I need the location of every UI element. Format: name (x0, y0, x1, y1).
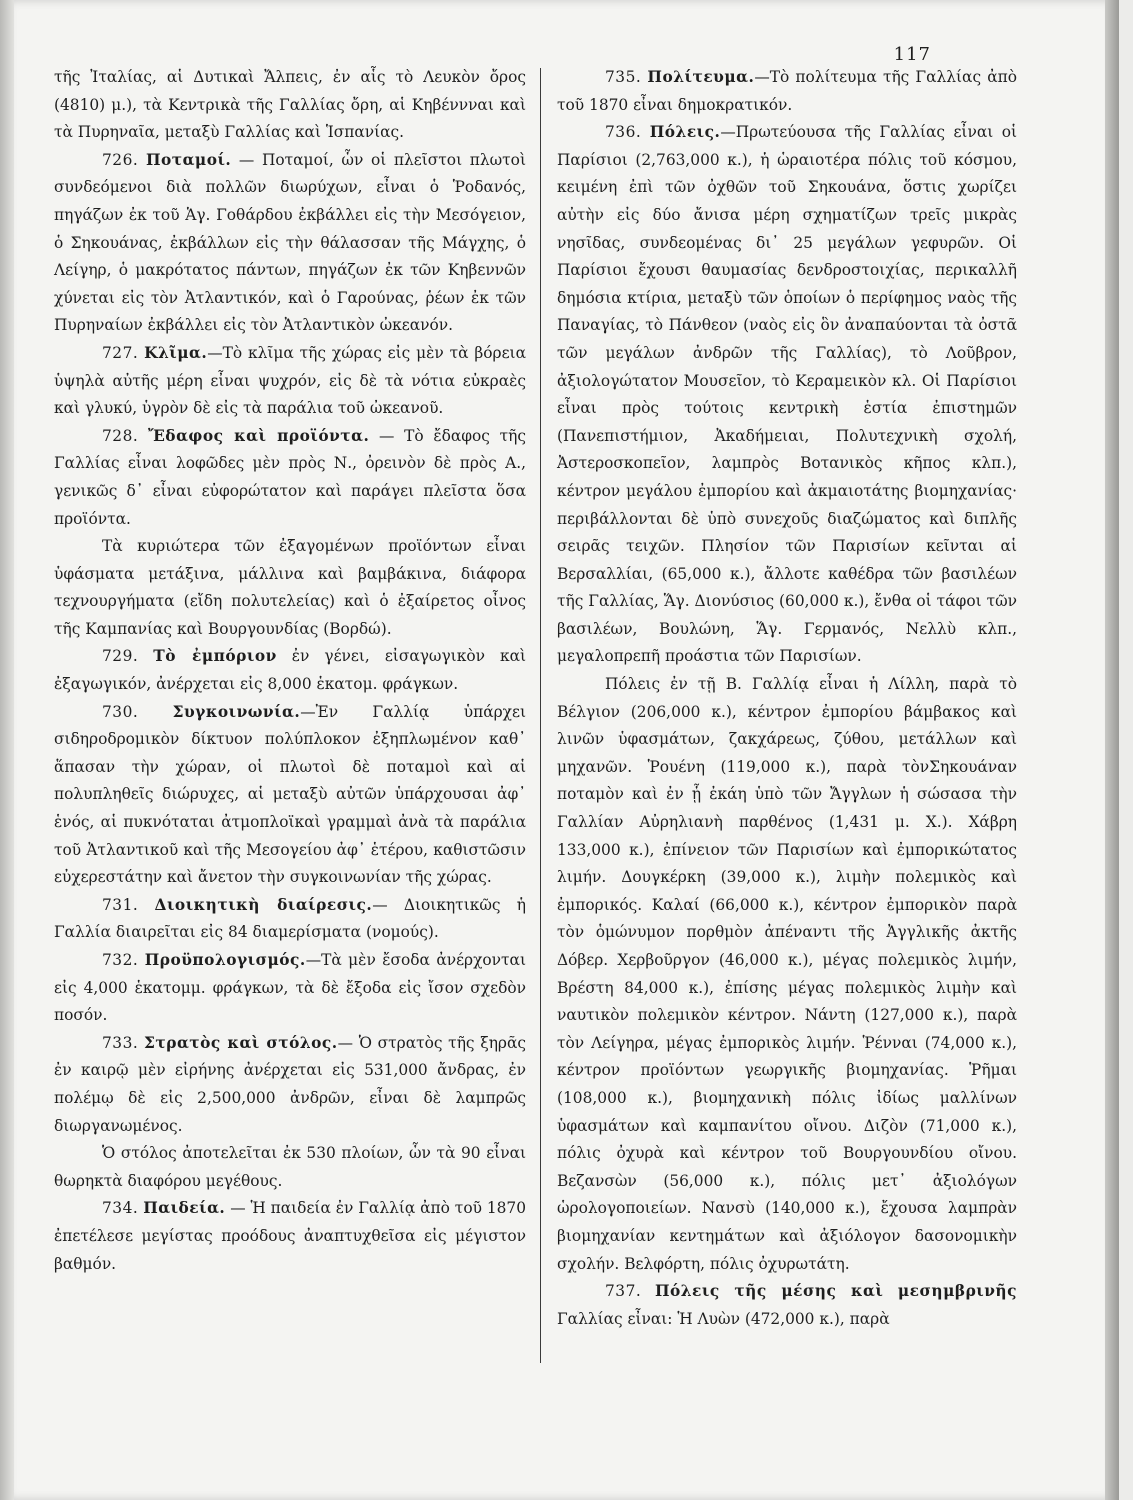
section-text: — Διοικητικῶς ἡ Γαλλία διαιρεῖται εἰς 84 διαμερίσματα (νομούς). (54, 895, 526, 942)
section-number: 729. (102, 647, 139, 666)
section-number: 730. (102, 702, 139, 721)
section-number: 735. (605, 68, 642, 86)
section-text: — Ποταμοί, ὧν οἱ πλεῖστοι πλωτοὶ συνδεόμενοι διὰ πολλῶν διωρύχων, εἶναι ὁ Ῥοδανός, πηγάζων ἐκ τοῦ Ἁγ. Γοθάρδου ἐκβάλλει εἰς τὴν Μεσόγειον, ὁ Σηκουάνας, ἐκβάλλων εἰς τὴν θάλασσαν τῆς Μάγχης, ὁ Λείγηρ, ὁ μακρότατος πάντων, πηγάζων ἐκ τῶν Κηβεννῶν χύνεται εἰς τὸν Ἀτλαντικόν, καὶ ὁ Γαρούνας, ῥέων ἐκ τῶν Πυρηναίων ἐκβάλλει εἰς τὸν Ἀτλαντικὸν ὠκεανόν. (54, 150, 526, 335)
book-page (14, 0, 1119, 1500)
page-number: 117 (893, 44, 931, 65)
section-731 (54, 892, 526, 947)
section-text: —Πρωτεύουσα τῆς Γαλλίας εἶναι οἱ Παρίσιοι (2,763,000 κ.), ἡ ὡραιοτέρα πόλις τοῦ κόσμου, κειμένη ἐπὶ τῶν ὀχθῶν τοῦ Σηκουάνα, ὅστις χωρίζει αὐτὴν εἰς δύο ἄνισα μέρη σχηματίζων τρεῖς μικρὰς νησῖδας, συνδεομένας δι᾽ 25 μεγάλων γεφυρῶν. Οἱ Παρίσιοι ἔχουσι θαυμασίας δενδροστοιχίας, περικαλλῆ δημόσια κτίρια, μεταξὺ τῶν ὁποίων ὁ περίφημος ναὸς τῆς Παναγίας, τὸ Πάνθεον (ναὸς εἰς ὃν ἀναπαύονται τὰ ὀστᾶ τῶν μεγάλων ἀνδρῶν τῆς Γαλλίας), τὸ Λοῦβρον, ἀξιολογώτατον Μουσεῖον, τὸ Κεραμεικὸν κλ. Οἱ Παρίσιοι εἶναι πρὸς τούτοις κεντρικὴ ἑστία ἐπιστημῶν (Πανεπιστήμιον, Ἀκαδήμειαι, Πολυτεχνικὴ σχολή, Ἀστεροσκοπεῖον, λαμπρὸς Βοτανικὸς κῆπος κλπ.), κέντρον μεγάλου ἐμπορίου καὶ ἀκμαιοτάτης βιομηχανίας· περιβάλλονται δὲ ὑπὸ συνεχοῦς διαζώματος καὶ διπλῆς σειρᾶς τειχῶν. Πλησίον τῶν Παρισίων κεῖνται αἱ Βερσαλλίαι, (65,000 κ.), ἄλλοτε καθέδρα τῶν βασιλέων τῆς Γαλλίας, Ἅγ. Διονύσιος (60,000 κ.), ἔνθα οἱ τάφοι τῶν βασιλέων, Βουλώνη, Ἅγ. Γερμανός, Νελλὺ κλπ., μεγαλοπρεπῆ προάστια τῶν Παρισίων. (557, 123, 1017, 666)
section-heading: Πόλεις. (649, 123, 721, 142)
fleet-paragraph: Ὁ στόλος ἀποτελεῖται ἐκ 530 πλοίων, ὧν τὰ 90 εἶναι θωρηκτὰ διαφόρου μεγέθους. (54, 1144, 526, 1190)
section-text: Γαλλίας εἶναι: Ἡ Λυὼν (472,000 κ.), παρὰ (557, 1309, 890, 1328)
section-number: 732. (102, 951, 139, 969)
section-number: 736. (605, 123, 642, 142)
section-726 (54, 147, 526, 340)
section-733 (54, 1030, 526, 1140)
section-729 (54, 643, 526, 698)
section-heading: Στρατὸς καὶ στόλος. (143, 1033, 338, 1052)
section-734 (54, 1195, 526, 1278)
section-heading: Ἔδαφος καὶ προϊόντα. (147, 426, 370, 445)
section-text: —Τὸ πολίτευμα τῆς Γαλλίας ἀπὸ τοῦ 1870 εἶναι δημοκρατικόν. (557, 68, 1017, 114)
section-heading: Τὸ ἐμπόριον (153, 647, 277, 666)
section-text: — Τὸ ἔδαφος τῆς Γαλλίας εἶναι λοφῶδες μὲν πρὸς Ν., ὀρεινὸν δὲ πρὸς Α., γενικῶς δ᾽ εἶναι εὐφορώτατον καὶ παράγει πλεῖστα ὅσα προϊόντα. (54, 426, 526, 528)
section-727 (54, 340, 526, 423)
left-column (54, 64, 526, 1278)
section-heading: Διοικητικὴ διαίρεσις. (154, 895, 373, 914)
section-number: 728. (102, 426, 139, 445)
section-728 (54, 423, 526, 533)
section-736 (557, 119, 1017, 671)
north-cities-paragraph: Πόλεις ἐν τῇ Β. Γαλλίᾳ εἶναι ἡ Λίλλη, παρὰ τὸ Βέλγιον (206,000 κ.), κέντρον ἐμπορίου βάμβακος καὶ λινῶν ὑφασμάτων, ζακχάρεως, ζύθου, μετάλλων καὶ μηχανῶν. Ῥουένη (119,000 κ.), παρὰ τὸνΣηκουάναν ποταμὸν καὶ ἐν ᾗ ἐκάη ὑπὸ τῶν Ἄγγλων ἡ σώσασα τὴν Γαλλίαν Αὐρηλιανὴ παρθένος (1,431 μ. Χ.). Χάβρη 133,000 κ.), ἐπίνειον τῶν Παρισίων καὶ ἐμπορικώτατος λιμήν. Δουγκέρκη (39,000 κ.), λιμὴν πολεμικὸς καὶ ἐμπορικός. Καλαί (66,000 κ.), κέντρον ἐμπορικὸν παρὰ τὸν ὁμώνυμον πορθμὸν ἀπέναντι τῆς Ἀγγλικῆς ἀκτῆς Δόβερ. Χερβοῦργον (46,000 κ.), μέγας πολεμικὸς λιμήν, Βρέστη 84,000 κ.), ἐπίσης μέγας πολεμικὸς λιμὴν καὶ ναυτικὸν πολεμικὸν κέντρον. Νάντη (127,000 κ.), παρὰ τὸν Λείγηρα, μέγας ἐμπορικὸς λιμήν. Ῥένναι (74,000 κ.), κέντρον προϊόντων γεωργικῆς βιομηχανίας. Ῥῆμαι (108,000 κ.), βιομηχανικὴ πόλις ἰδίως μαλλίνων ὑφασμάτων καὶ καμπανίτου οἴνου. Διζὸν (71,000 κ.), πόλις ὀχυρὰ καὶ κέντρον τοῦ Βουργουνδίου οἴνου. Βεζανσὼν (56,000 κ.), πόλις μετ᾽ ἀξιολόγων ὡρολογοποιείων. Νανσὺ (140,000 κ.), ἔχουσα λαμπρὰν βιομηχανίαν κεντημάτων καὶ ἀξιόλογον δασονομικὴν σχολήν. Βελφόρτη, πόλις ὀχυρωτάτη. (557, 675, 1017, 1273)
section-730 (54, 699, 526, 892)
section-number: 726. (102, 150, 139, 169)
section-737 (557, 1278, 1017, 1333)
section-text: — Ὁ στρατὸς τῆς ξηρᾶς ἐν καιρῷ μὲν εἰρήνης ἀνέρχεται εἰς 531,000 ἄνδρας, ἐν πολέμῳ δὲ εἰς 2,500,000 ἀνδρῶν, εἶναι δὲ λαμπρῶς διωργανωμένος. (54, 1033, 526, 1135)
intro-paragraph: τῆς Ἰταλίας, αἱ Δυτικαὶ Ἄλπεις, ἐν αἷς τὸ Λευκὸν ὄρος (4810) μ.), τὰ Κεντρικὰ τῆς Γαλλίας ὄρη, αἱ Κηβέννναι καὶ τὰ Πυρηναῖα, μεταξὺ Γαλλίας καὶ Ἱσπανίας. (54, 68, 526, 142)
section-text: — Ἡ παιδεία ἐν Γαλλίᾳ ἀπὸ τοῦ 1870 ἐπετέλεσε μεγίστας προόδους ἀναπτυχθεῖσα εἰς μέγιστον βαθμόν. (54, 1199, 527, 1273)
column-divider (540, 68, 541, 1363)
section-text: —Ἐν Γαλλίᾳ ὑπάρχει σιδηροδρομικὸν δίκτυον πολύπλοκον ἐξηπλωμένον καθ᾽ ἅπασαν τὴν χώραν, οἱ πλωτοὶ δὲ ποταμοὶ καὶ αἱ πολυπληθεῖς διώρυχες, αἱ μεταξὺ αὐτῶν ὑπάρχουσαι ἀφ᾽ ἑνός, αἱ πυκνόταται ἀτμοπλοϊκαὶ γραμμαὶ ἀνὰ τὰ παράλια τοῦ Ἀτλαντικοῦ καὶ τῆς Μεσογείου ἀφ᾽ ἑτέρου, καθιστῶσιν εὐχερεστάτην καὶ ἄνετον τὴν συγκοινωνίαν τῆς χώρας. (54, 702, 526, 887)
section-heading: Πόλεις τῆς μέσης καὶ μεσημβρινῆς (654, 1282, 1017, 1301)
section-735 (557, 64, 1017, 119)
section-number: 727. (102, 343, 139, 362)
section-heading: Προϋπολογισμός. (144, 951, 306, 969)
section-number: 734. (102, 1199, 139, 1218)
section-number: 737. (605, 1282, 642, 1301)
section-heading: Παιδεία. (143, 1199, 226, 1218)
section-heading: Πολίτευμα. (647, 68, 755, 86)
section-heading: Ποταμοί. (145, 150, 232, 169)
section-text: —Τὰ μὲν ἔσοδα ἀνέρχονται εἰς 4,000 ἑκατομμ. φράγκων, τὰ δὲ ἔξοδα εἰς ἴσον σχεδὸν ποσόν. (54, 951, 526, 1025)
section-heading: Κλῖμα. (144, 343, 208, 362)
right-column (557, 64, 1017, 1333)
page-edge-shadow (1105, 0, 1119, 1500)
section-number: 731. (102, 895, 139, 914)
section-text: —Τὸ κλῖμα τῆς χώρας εἰς μὲν τὰ βόρεια ὑψηλὰ αὐτῆς μέρη εἶναι ψυχρόν, εἰς δὲ τὰ νότια εὐκραὲς καὶ γλυκύ, ὑγρὸν δὲ εἰς τὰ παράλια τοῦ ὠκεανοῦ. (54, 343, 526, 418)
section-text: ἐν γένει, εἰσαγωγικὸν καὶ ἐξαγωγικόν, ἀνέρχεται εἰς 8,000 ἑκατομ. φράγκων. (54, 647, 526, 694)
section-heading: Συγκοινωνία. (172, 702, 301, 721)
section-732 (54, 947, 526, 1030)
section-number: 733. (102, 1033, 139, 1052)
book-gutter-shadow (0, 0, 14, 1500)
exports-paragraph: Τὰ κυριώτερα τῶν ἐξαγομένων προϊόντων εἶναι ὑφάσματα μετάξινα, μάλλινα καὶ βαμβάκινα, διάφορα τεχνουργήματα (εἴδη πολυτελείας) καὶ ὁ ἐξαίρετος οἶνος τῆς Καμπανίας καὶ Βουργουνδίας (Βορδώ). (54, 537, 526, 638)
